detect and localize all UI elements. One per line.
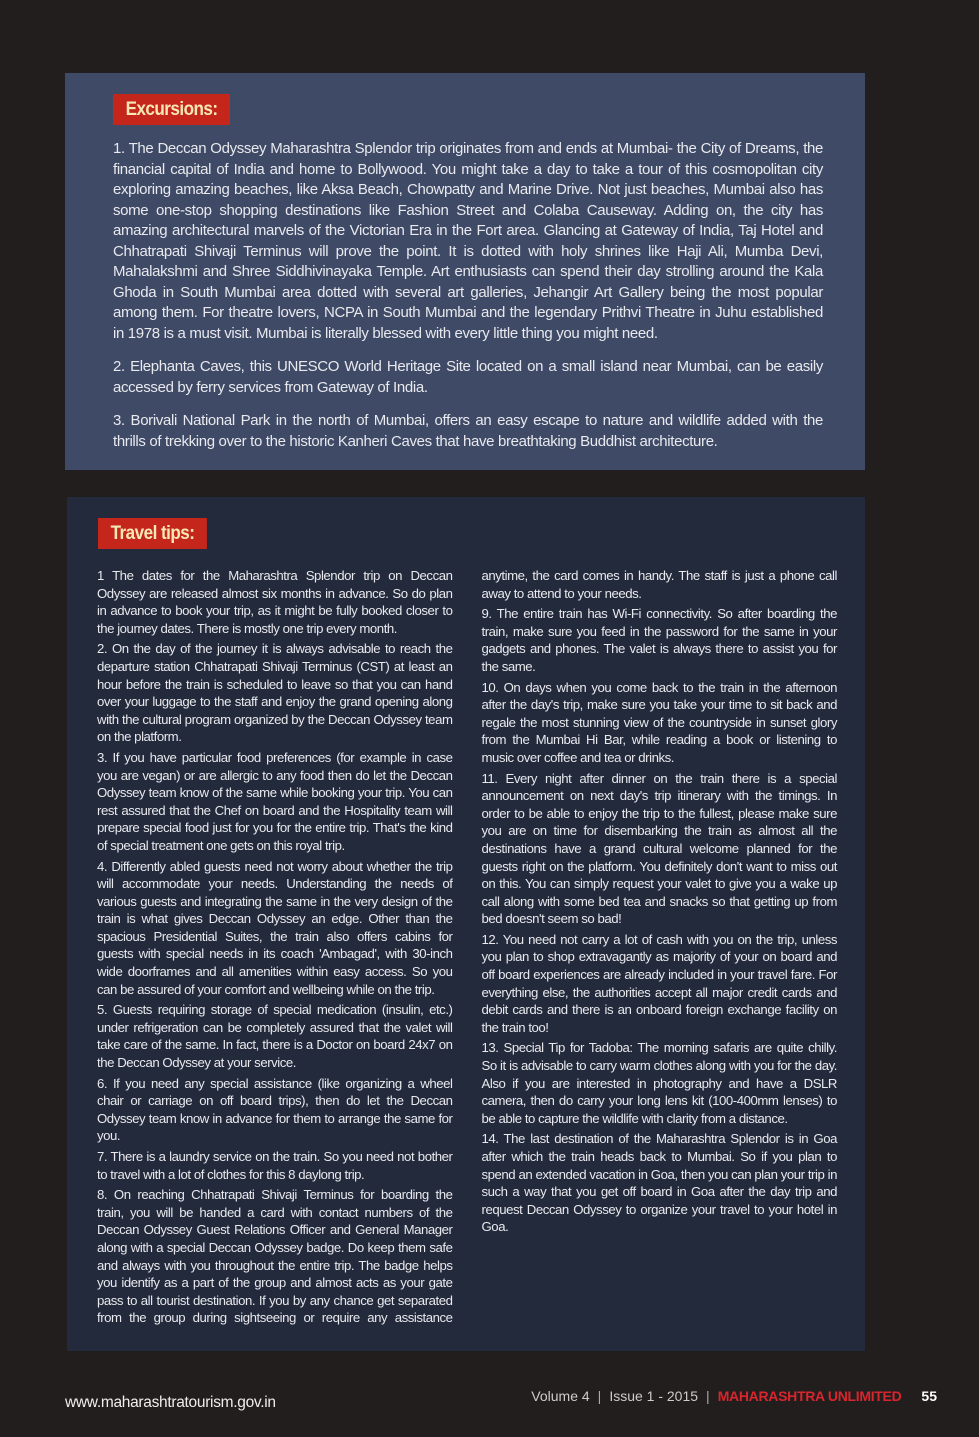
travel-tips-section (67, 497, 865, 1351)
issue-label: Issue 1 - 2015 (609, 1388, 699, 1404)
travel-tips-body (97, 567, 837, 1327)
footer-website-link[interactable]: www.maharashtratourism.gov.in (65, 1394, 276, 1411)
footer-issue-info (531, 1388, 937, 1404)
tip-item: 10. On days when you come back to the train in the afternoon after the day's trip, make sure you take your time to sit back and regale the most stunning view of the countryside in sunset glory from the Mumbai Hi Bar, while reading a book or listening to music over coffee and tea or drinks. (481, 679, 837, 765)
tip-item: 2. On the day of the journey it is always advisable to reach the departure station Chhatrapati Shivaji Terminus (CST) at least an hour before the train is scheduled to leave so that you can hand over your luggage to the staff and enjoy the grand opening along with the cultural program organized by the Deccan Odyssey team on the platform. (97, 641, 453, 745)
travel-tips-heading: Travel tips: (98, 518, 207, 549)
tip-item: 4. Differently abled guests need not worry about whether the trip will accommodate your needs. Understanding the needs of various guests and integrating the same in the very design of the train is what gives Deccan Odyssey an edge. Other than the spacious Presidential Suites, the train also offers cabins for guests with special needs in its coach 'Ambagad', with 30-inch wide doorframes and all amenities within easy access. So you can be assured of your comfort and wellbeing while on the trip. (97, 858, 453, 997)
excursion-item: 3. Borivali National Park in the north of Mumbai, offers an easy escape to nature and wildlife added with the thrills of trekking over to the historic Kanheri Caves that have breathtaking Buddhist architecture. (113, 412, 823, 450)
excursions-section (65, 73, 865, 470)
separator: | (706, 1388, 710, 1404)
separator: | (597, 1388, 602, 1404)
magazine-name: MAHARASHTRA UNLIMITED (717, 1388, 902, 1404)
tip-item: 14. The last destination of the Maharashtra Splendor is in Goa after which the train heads back to Mumbai. So if you plan to spend an extended vacation in Goa, then you can plan your trip in such a way that you get off board in Goa after the day trip and request Deccan Odyssey to organize your travel to your hotel in Goa. (481, 1131, 837, 1235)
tip-item: 1 The dates for the Maharashtra Splendor trip on Deccan Odyssey are released almost six months in advance. So do plan in advance to book your trip, as it might be fully booked closer to the journey dates. There is mostly one trip every month. (97, 568, 453, 636)
excursions-body (113, 139, 823, 465)
tip-item: 11. Every night after dinner on the train there is a special announcement on next day's trip itinerary with the timings. In order to be able to enjoy the trip to the fullest, please make sure you are on time for disembarking the train as almost all the destinations have a grand cultural welcome planned for the guests right on the platform. You definitely don't want to miss out on this. You can simply request your valet to give you a wake up call along with some bed tea and snacks so that getting up from bed doesn't seem so bad! (481, 770, 837, 927)
excursion-item: 2. Elephanta Caves, this UNESCO World Heritage Site located on a small island near Mumbai, can be easily accessed by ferry services from Gateway of India. (113, 358, 823, 396)
excursions-heading: Excursions: (113, 94, 230, 125)
volume-label: Volume 4 (531, 1388, 590, 1404)
tip-item: 13. Special Tip for Tadoba: The morning safaris are quite chilly. So it is advisable to carry warm clothes along with you for the day. Also if you are interested in photography and have a DSLR camera, then do carry your long lens kit (100-400mm lenses) to be able to capture the wildlife with clarity from a distance. (481, 1040, 837, 1126)
page-number: 55 (921, 1388, 937, 1404)
tip-item: 7. There is a laundry service on the train. So you need not bother to travel with a lot of clothes for this 8 daylong trip. (97, 1149, 453, 1182)
tip-item: 3. If you have particular food preferences (for example in case you are vegan) or are allergic to any food then do let the Deccan Odyssey team know of the same while booking your trip. You can rest assured that the Chef on board and the Hospitality team will prepare special food just for you for the entire trip. That's the kind of special treatment one gets on this royal trip. (97, 749, 453, 853)
tip-item: 6. If you need any special assistance (like organizing a wheel chair or carriage on off board trips), then do let the Deccan Odyssey team know in advance for them to arrange the same for you. (97, 1075, 453, 1144)
tip-item: 9. The entire train has Wi-Fi connectivity. So after boarding the train, make sure you feed in the password for the same in your gadgets and phones. The valet is always there to assist you for the same. (481, 606, 837, 674)
excursion-item: 1. The Deccan Odyssey Maharashtra Splendor trip originates from and ends at Mumbai- the City of Dreams, the financial capital of India and home to Bollywood. You might take a day to take a tour of this cosmopolitan city exploring amazing beaches, like Aksa Beach, Chowpatty and Marine Drive. Not just beaches, Mumbai also has some one-stop shopping destinations like Fashion Street and Colaba Causeway. Adding on, the city has amazing architectural marvels of the Victorian Era in the Fort area. Glancing at Gateway of India, Taj Hotel and Chhatrapati Shivaji Terminus will prove the point. It is dotted with holy shrines like Haji Ali, Mumba Devi, Mahalakshmi and Shree Siddhivinayaka Temple. Art enthusiasts can spend their day strolling around the Kala Ghoda in South Mumbai area dotted with several art galleries, Jehangir Art Gallery being the most popular among them. For theatre lovers, NCPA in South Mumbai and the legendary Prithvi Theatre in Juhu established in 1978 is a must visit. Mumbai is literally blessed with every little thing you might need. (113, 140, 823, 342)
tip-item: 12. You need not carry a lot of cash with you on the trip, unless you plan to shop extravagantly as majority of your on board and off board experiences are already included in your travel fare. For everything else, the authorities accept all major credit cards and debit cards and there is an onboard foreign exchange facility on the train too! (481, 931, 837, 1035)
tip-item: 5. Guests requiring storage of special medication (insulin, etc.) under refrigeration can be completely assured that the valet will take care of the same. In fact, there is a Doctor on board 24x7 on the Deccan Odyssey at your service. (97, 1002, 453, 1071)
tip-item: 8. On reaching Chhatrapati Shivaji Terminus for boarding the train, you will be handed a card with contact numbers of the Deccan Odyssey Guest Relations Officer and General Manager along with a special Deccan Odyssey badge. Do keep them safe and always with you throughout the entire trip. The badge helps you identify as a part of the group and almost acts as your gate pass to all tourist destination. If you by any chance get separated from the group during sightseeing or require any assistance anytime, the card comes in handy. The staff is just a phone call away to attend to your needs. (97, 568, 837, 1326)
